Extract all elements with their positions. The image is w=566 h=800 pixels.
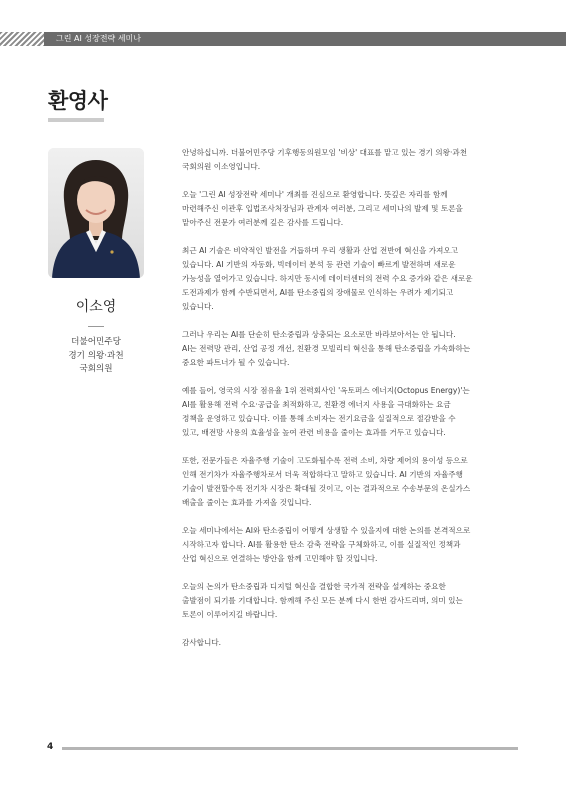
text-line: AI는 전력망 관리, 산업 공정 개선, 친환경 모빌리티 혁신을 통해 탄소중립을 가속화하는 — [182, 344, 471, 353]
text-line: 안녕하십니까. 더불어민주당 기후행동의원모임 '비상' 대표를 맡고 있는 경기 의왕·과천 — [182, 148, 468, 157]
text-line: 오늘의 논의가 탄소중립과 디지털 혁신을 결합한 국가적 전략을 설계하는 중요한 — [182, 582, 446, 591]
text-line: 오늘 '그린 AI 성장전략 세미나' 개최를 진심으로 환영합니다. 뜻깊은 자리를 함께 — [182, 190, 448, 199]
affiliation-district: 경기 의왕·과천 — [68, 350, 124, 361]
paragraph-1 — [182, 146, 522, 174]
paragraph-2 — [182, 188, 522, 230]
paragraph-5 — [182, 384, 522, 440]
speaker-affiliation — [48, 336, 144, 377]
affiliation-title: 국회의원 — [79, 364, 113, 374]
name-divider — [88, 326, 104, 327]
text-line: 기술이 발전할수록 전기차 시장은 확대될 것이고, 이는 결과적으로 수송부문의 온실가스 — [182, 484, 471, 493]
text-line: 있습니다. AI 기반의 자동화, 빅데이터 분석 등 관련 기술이 빠르게 발전하며 새로운 — [182, 260, 456, 269]
text-line: 인해 전기차가 자율주행차로서 더욱 적합하다고 말하고 있습니다. AI 기반의 자율주행 — [182, 470, 463, 479]
text-line: 마련해주신 이관후 입법조사처장님과 관계자 여러분, 그리고 세미나의 발제 및 토론을 — [182, 204, 463, 213]
speaker-portrait — [48, 148, 144, 278]
header-stripes — [0, 32, 44, 46]
text-line: 그러나 우리는 AI를 단순히 탄소중립과 상충되는 요소로만 바라보아서는 안 됩니다. — [182, 330, 456, 339]
text-line: 예를 들어, 영국의 시장 점유율 1위 전력회사인 '옥토퍼스 에너지(Octopus Energy)'는 — [182, 386, 470, 395]
text-line: 맡아주신 전문가 여러분께 깊은 감사를 드립니다. — [182, 218, 344, 227]
paragraph-8 — [182, 580, 522, 622]
text-line: 도전과제가 함께 수반되면서, AI를 탄소중립의 장애물로 인식하는 우려가 제기되고 — [182, 288, 454, 297]
text-line: AI를 활용해 전력 수요·공급을 최적화하고, 친환경 에너지 사용을 극대화하는 요금 — [182, 400, 451, 409]
paragraph-4 — [182, 328, 522, 370]
text-line: 있습니다. — [182, 302, 214, 311]
text-line: 토론이 이루어지길 바랍니다. — [182, 610, 278, 619]
footer-rule — [62, 747, 518, 750]
page-title: 환영사 — [48, 89, 108, 113]
text-line: 오늘 세미나에서는 AI와 탄소중립이 어떻게 상생할 수 있을지에 대한 논의를 본격적으로 — [182, 526, 471, 535]
text-line: 최근 AI 기술은 비약적인 발전을 거듭하며 우리 생활과 산업 전반에 혁신을 가져오고 — [182, 246, 459, 255]
paragraph-closing — [182, 636, 522, 650]
welcome-speech-body — [182, 146, 522, 664]
text-line: 시작하고자 합니다. AI를 활용한 탄소 감축 전략을 구체화하고, 이를 실질적인 정책과 — [182, 540, 461, 549]
paragraph-3 — [182, 244, 522, 314]
paragraph-7 — [182, 524, 522, 566]
text-line: 정책을 운영하고 있습니다. 이를 통해 소비자는 전기요금을 실질적으로 절감받을 수 — [182, 414, 456, 423]
speaker-name: 이소영 — [75, 299, 117, 315]
page-number: 4 — [47, 742, 54, 752]
text-line: 출발점이 되기를 기대합니다. 함께해 주신 모든 분께 다시 한번 감사드리며, 의미 있는 — [182, 596, 463, 605]
paragraph-6 — [182, 454, 522, 510]
affiliation-party: 더불어민주당 — [71, 337, 121, 347]
text-line: 가능성을 열어가고 있습니다. 하지만 동시에 데이터센터의 전력 수요 증가와 같은 새로운 — [182, 274, 473, 283]
text-line: 또한, 전문가들은 자율주행 기술이 고도화될수록 전력 소비, 차량 제어의 용이성 등으로 — [182, 456, 468, 465]
text-line: 중요한 파트너가 될 수 있습니다. — [182, 358, 290, 367]
portrait-image — [48, 148, 144, 278]
text-line: 국회의원 이소영입니다. — [182, 162, 261, 171]
text-line: 있고, 배전망 사용의 효율성을 높여 관련 비용을 줄이는 효과를 거두고 있습니다. — [182, 428, 446, 437]
text-line: 감사합니다. — [182, 638, 222, 647]
text-line: 산업 혁신으로 연결하는 방안을 함께 고민해야 할 것입니다. — [182, 554, 378, 563]
header-title: 그린 AI 성장전략 세미나 — [56, 34, 142, 43]
header-bar — [44, 32, 566, 46]
text-line: 배출을 줄이는 효과를 가져올 것입니다. — [182, 498, 312, 507]
title-underline — [48, 118, 104, 122]
